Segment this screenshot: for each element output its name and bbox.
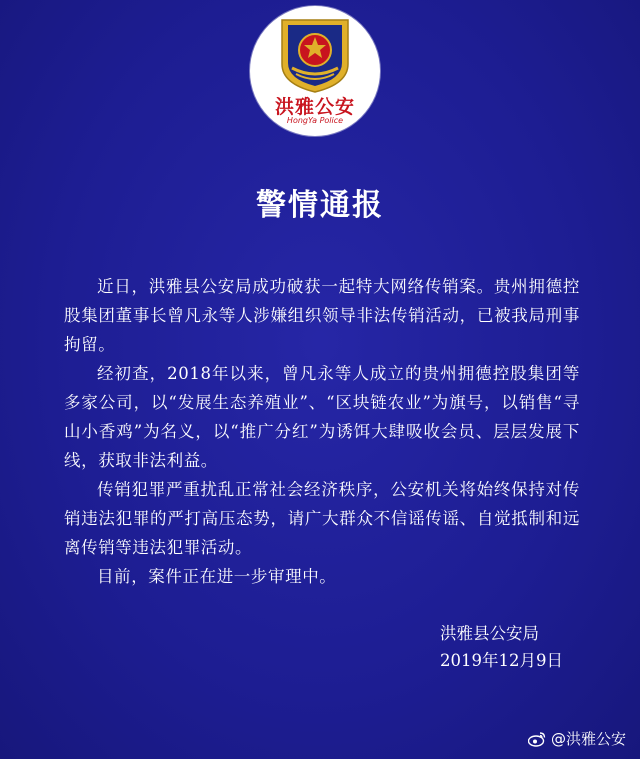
- signature-date: 2019年12月9日: [440, 651, 563, 670]
- emblem-name: 洪雅公安: [274, 96, 355, 118]
- police-emblem: [250, 6, 380, 136]
- paragraph: 经初查，2018年以来，曾凡永等人成立的贵州拥德控股集团等多家公司，以“发展生态养殖业”、“区块链农业”为旗号，以销售“寻山小香鸡”为名义，以“推广分红”为诱饵大肆吸收会员、层层发展下线，获取非法利益。: [64, 364, 580, 470]
- emblem-subtitle: HongYa Police: [286, 116, 344, 125]
- signature-block: [440, 620, 600, 674]
- paragraph: 近日，洪雅县公安局成功破获一起特大网络传销案。贵州拥德控股集团董事长曾凡永等人涉嫌组织领导非法传销活动，已被我局刑事拘留。: [64, 277, 580, 354]
- page-title: 警情通报: [256, 188, 384, 223]
- watermark-text: @洪雅公安: [550, 730, 626, 748]
- weibo-watermark: [528, 728, 626, 749]
- paragraph: 目前，案件正在进一步审理中。: [97, 567, 337, 586]
- signature-org: 洪雅县公安局: [440, 624, 539, 643]
- paragraph: 传销犯罪严重扰乱正常社会经济秩序，公安机关将始终保持对传销违法犯罪的严打高压态势，请广大群众不信谣传谣、自觉抵制和远离传销等违法犯罪活动。: [64, 480, 580, 557]
- weibo-icon: [528, 731, 546, 747]
- notice-body: [64, 272, 580, 591]
